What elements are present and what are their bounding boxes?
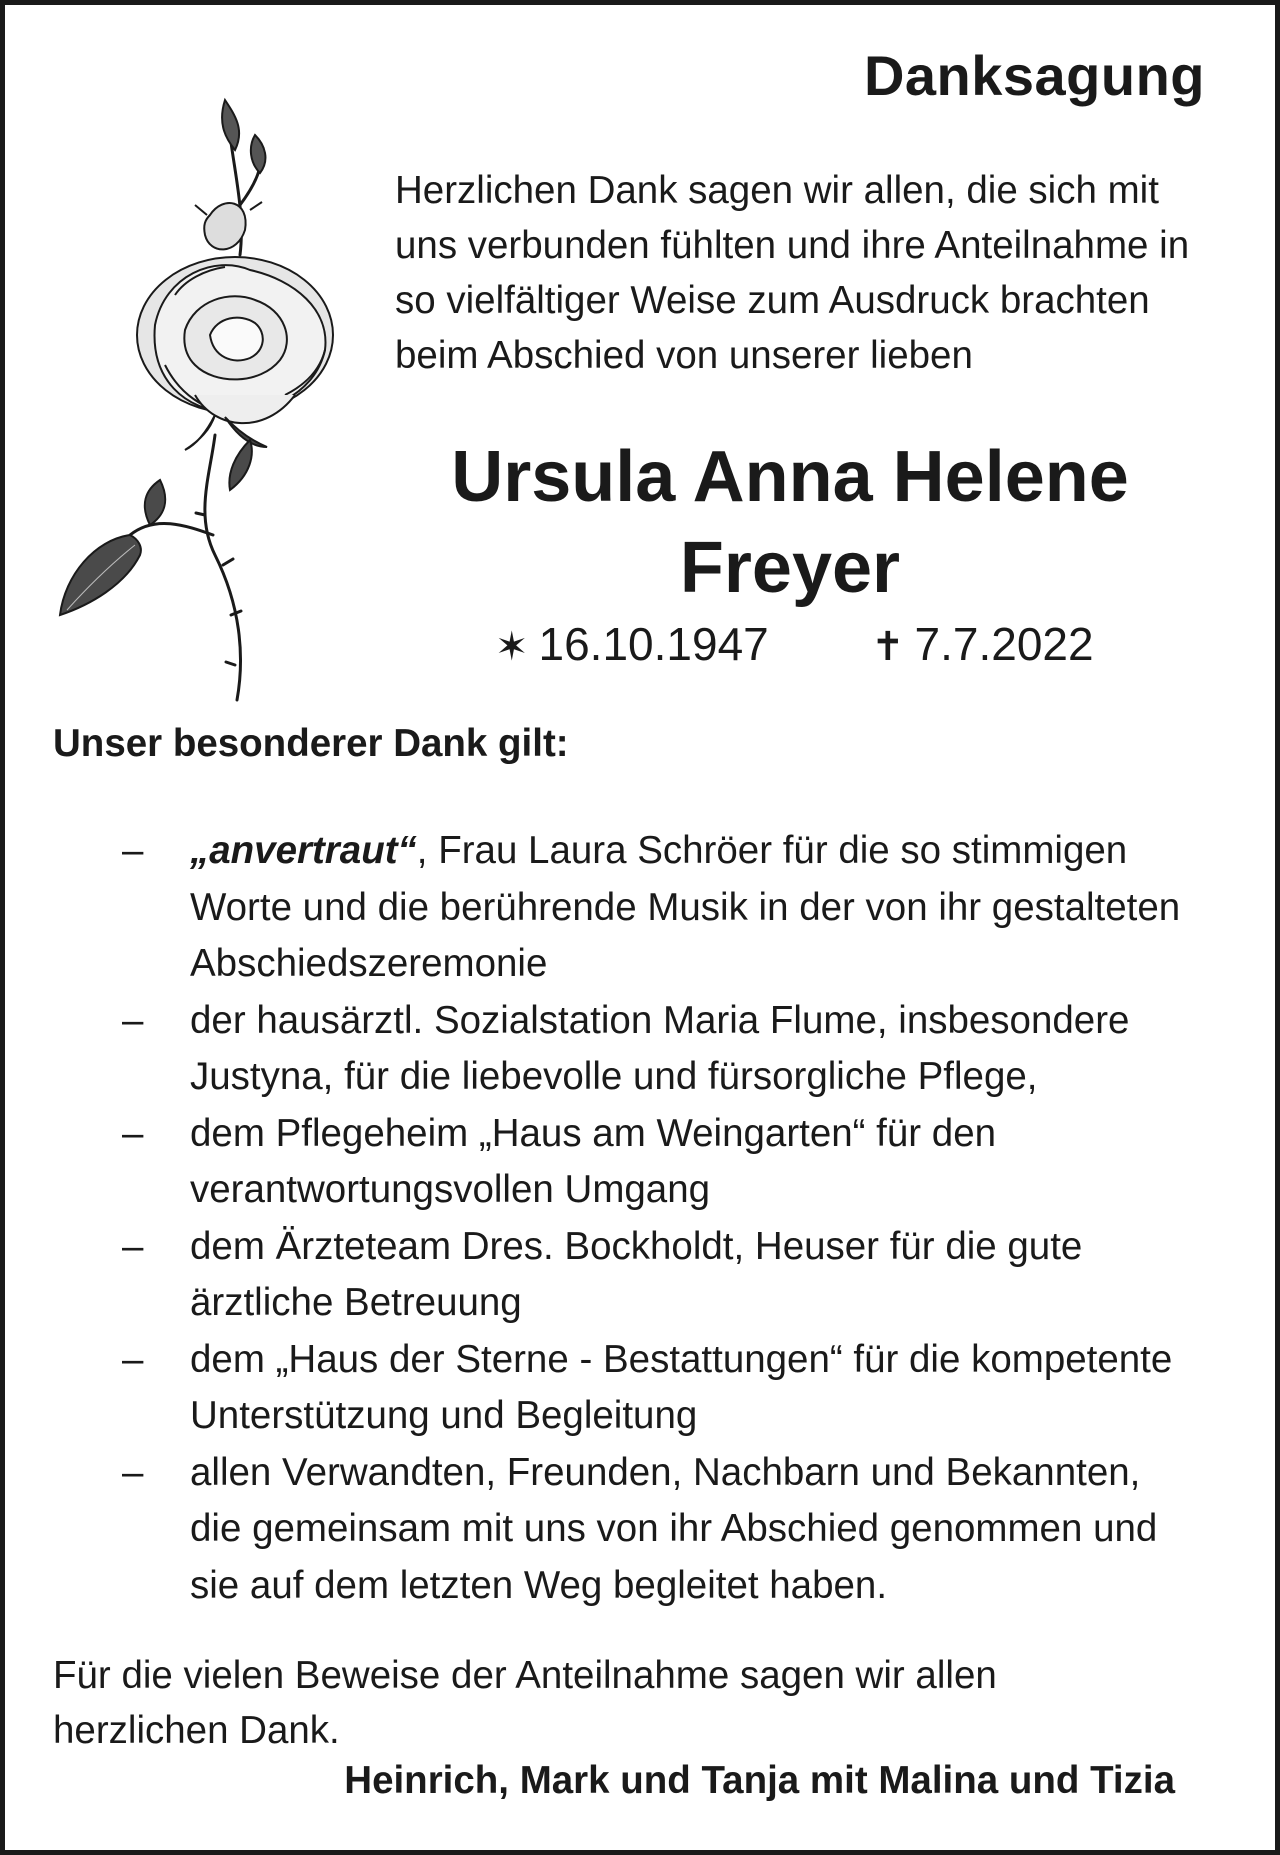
thanks-item-line [190, 1106, 1280, 1163]
thanks-item [5, 993, 1280, 1106]
deceased-name-last: Freyer [679, 528, 901, 608]
thanks-item-line: ärztliche Betreuung [190, 1281, 522, 1324]
dash-bullet: – [122, 1337, 144, 1381]
thanks-item-text [190, 1445, 1280, 1615]
thanks-item [5, 1445, 1280, 1615]
thanks-item-lead: „anvertraut“ [190, 829, 417, 872]
thanks-item-first-line: dem „Haus der Sterne - Bestattungen“ für die kompetente [190, 1337, 1173, 1381]
intro-line: so vielfältiger Weise zum Ausdruck brachten [395, 279, 1150, 322]
birth-date-value: 16.10.1947 [538, 618, 769, 670]
birth-date [495, 617, 769, 671]
thanks-item-line: Justyna, für die liebevolle und fürsorgliche Pflege, [190, 1055, 1038, 1098]
intro-line: Herzlichen Dank sagen wir allen, die sich mit [395, 169, 1159, 212]
thanks-item-first-line: , Frau Laura Schröer für die so stimmigen [416, 829, 1128, 872]
thanks-item-first-line: der hausärztl. Sozialstation Maria Flume, insbesondere [190, 998, 1130, 1042]
cross-death-icon: ✝ [871, 625, 905, 669]
thanks-item-line: Abschiedszeremonie [190, 942, 548, 985]
thanks-item-text [190, 993, 1280, 1106]
closing-text [53, 1648, 997, 1758]
dash-bullet: – [122, 1111, 144, 1155]
thanks-item-text [190, 1106, 1280, 1219]
thanks-item-line [190, 1332, 1280, 1389]
deceased-name-first: Ursula Anna Helene [451, 437, 1129, 517]
closing-line: herzlichen Dank. [53, 1709, 340, 1752]
thanks-item [5, 1106, 1280, 1219]
closing-line: Für die vielen Beweise der Anteilnahme sagen wir allen [53, 1654, 997, 1697]
rose-illustration-icon [45, 95, 345, 705]
thanks-item-text [190, 1219, 1280, 1332]
thanks-item-first-line: dem Pflegeheim „Haus am Weingarten“ für den [190, 1111, 997, 1155]
intro-text [395, 163, 1235, 383]
thanks-list [5, 823, 1280, 1614]
thanks-item [5, 1219, 1280, 1332]
thanks-item-text [190, 823, 1280, 993]
dash-bullet: – [122, 829, 144, 872]
thanks-item-line: verantwortungsvollen Umgang [190, 1168, 711, 1211]
thanks-title: Unser besonderer Dank gilt: [53, 722, 569, 765]
thanks-item-first-line: allen Verwandten, Freunden, Nachbarn und Bekannten, [190, 1450, 1141, 1494]
thanks-item-line: Worte und die berührende Musik in der von ihr gestalteten [190, 885, 1181, 929]
thanks-item-line [190, 823, 1280, 880]
thanks-item [5, 1332, 1280, 1445]
thanks-item-line: die gemeinsam mit uns von ihr Abschied genommen und [190, 1507, 1158, 1550]
thanks-item [5, 823, 1280, 993]
death-date-value: 7.7.2022 [914, 618, 1094, 670]
dash-bullet: – [122, 1224, 144, 1268]
dash-bullet: – [122, 1450, 144, 1494]
thanks-item-line: Unterstützung und Begleitung [190, 1394, 698, 1437]
notice-heading: Danksagung [863, 44, 1205, 107]
thanks-item-text [190, 1332, 1280, 1445]
thanks-item-line [190, 1219, 1280, 1276]
dash-bullet: – [122, 998, 144, 1042]
thanks-item-line: sie auf dem letzten Weg begleitet haben. [190, 1563, 888, 1607]
signature: Heinrich, Mark und Tanja mit Malina und Tizia [344, 1759, 1175, 1802]
intro-line: uns verbunden fühlten und ihre Anteilnahme in [395, 224, 1190, 267]
intro-line: beim Abschied von unserer lieben [395, 334, 973, 377]
star-birth-icon: ✶ [495, 625, 529, 669]
thanks-item-line [190, 1445, 1280, 1502]
thanks-item-line [190, 993, 1280, 1050]
death-date [871, 617, 1094, 671]
thanks-item-first-line: dem Ärzteteam Dres. Bockholdt, Heuser für die gute [190, 1224, 1083, 1268]
